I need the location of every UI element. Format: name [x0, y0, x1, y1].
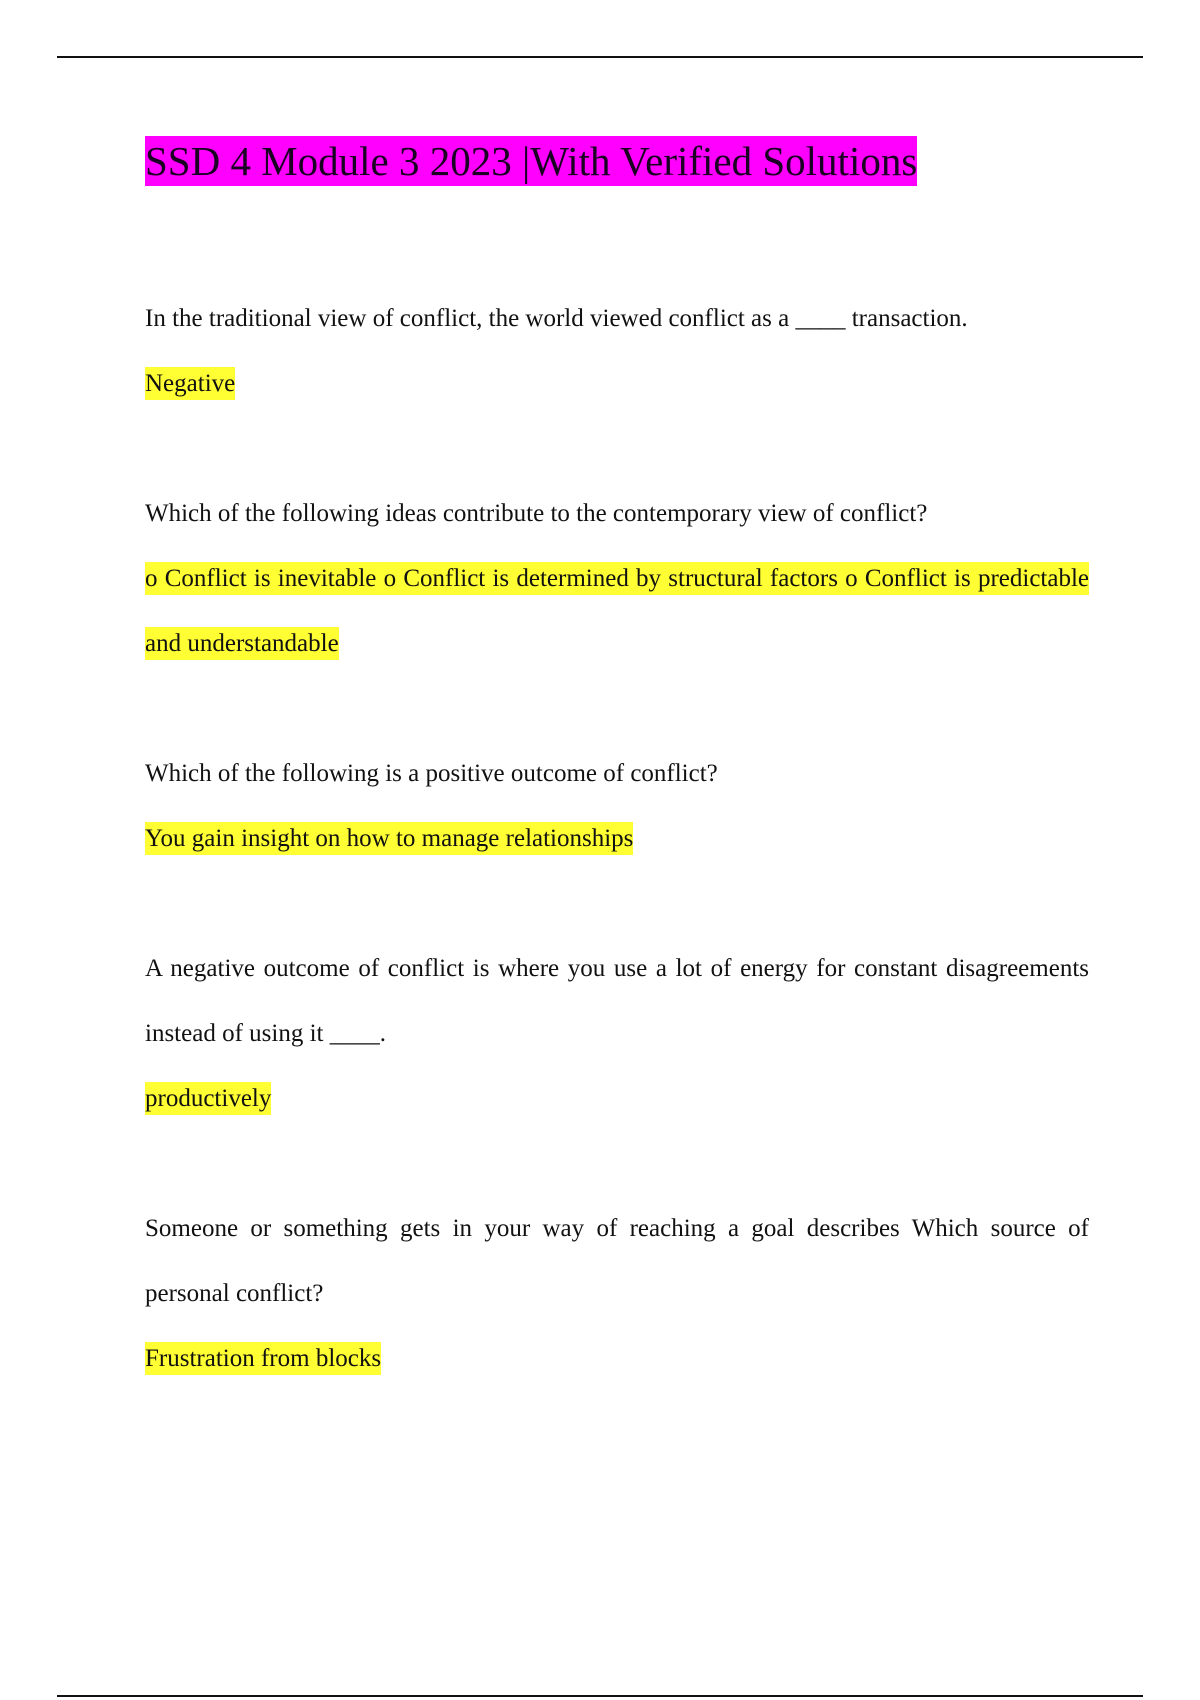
top-rule [57, 56, 1143, 58]
answer-5-line [145, 1326, 1089, 1391]
bottom-rule [57, 1695, 1143, 1697]
qa-item-4 [145, 936, 1089, 1131]
answer-3: You gain insight on how to manage relationships [145, 822, 633, 855]
answer-4-line [145, 1066, 1089, 1131]
qa-item-3 [145, 741, 1089, 871]
answer-4: productively [145, 1082, 271, 1115]
answer-2-line [145, 546, 1089, 676]
document-title: SSD 4 Module 3 2023 |With Verified Solutions [145, 138, 918, 184]
question-5: Someone or something gets in your way of reaching a goal describes Which source of personal conflict? [145, 1215, 1089, 1307]
question-1: In the traditional view of conflict, the world viewed conflict as a ____ transaction. [145, 305, 968, 332]
answer-1-line [145, 351, 1089, 416]
qa-item-2 [145, 481, 1089, 676]
question-2: Which of the following ideas contribute to the contemporary view of conflict? [145, 500, 928, 527]
document-content [145, 136, 1089, 1391]
answer-5: Frustration from blocks [145, 1342, 381, 1375]
qa-item-1 [145, 286, 1089, 416]
answer-3-line [145, 806, 1089, 871]
answer-1: Negative [145, 367, 235, 400]
question-4: A negative outcome of conflict is where you use a lot of energy for constant disagreements instead of using it ____. [145, 955, 1089, 1047]
title-block [145, 136, 1089, 188]
qa-item-5 [145, 1196, 1089, 1391]
question-3: Which of the following is a positive outcome of conflict? [145, 760, 718, 787]
answer-2: o Conflict is inevitable o Conflict is determined by structural factors o Conflict is predictable and understandable [145, 562, 1089, 660]
